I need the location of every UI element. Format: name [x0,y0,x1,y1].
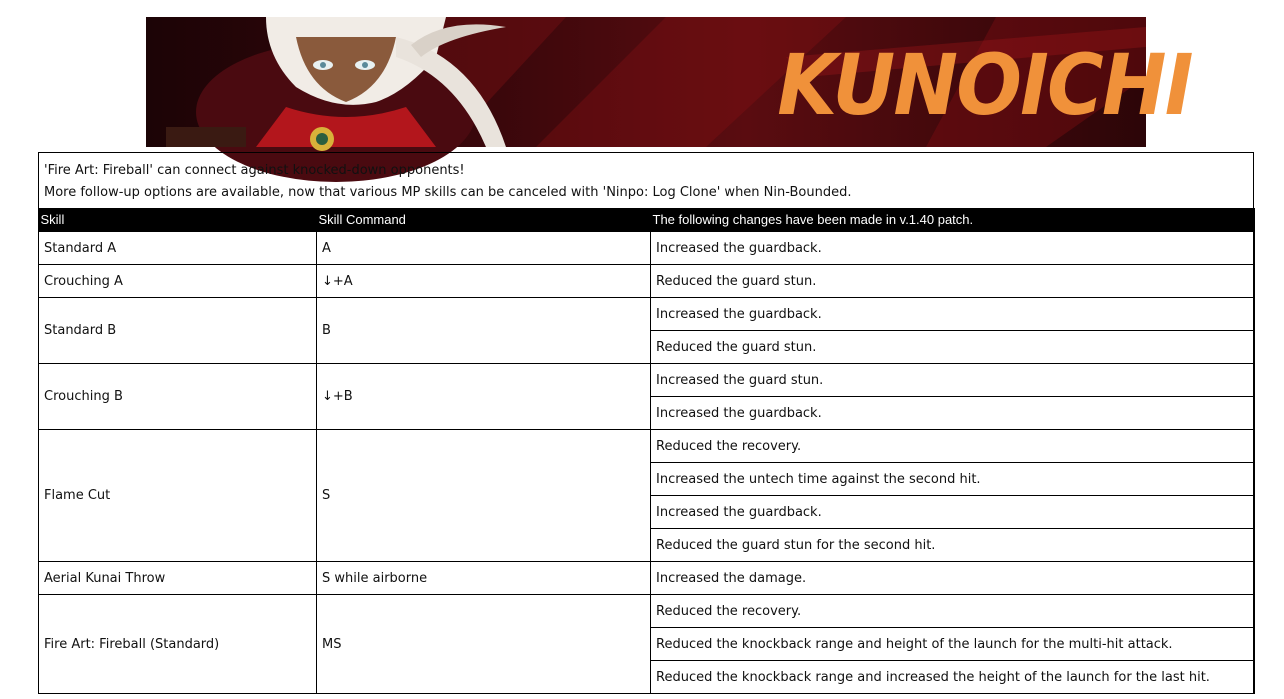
change-item: Reduced the knockback range and height of the launch for the multi-hit attack. [651,628,1255,661]
skill-command: ↓+B [317,364,651,430]
header-skill-command: Skill Command [317,208,651,232]
kunoichi-banner [146,17,1192,147]
skill-command: MS [317,595,651,694]
table-row [39,265,1255,298]
skill-name: Fire Art: Fireball (Standard) [39,595,317,694]
table-header-row [39,208,1255,232]
skill-name: Aerial Kunai Throw [39,562,317,595]
skill-name: Flame Cut [39,430,317,562]
change-item: Increased the guardback. [651,496,1255,529]
table-row [39,595,1255,628]
table-row [39,232,1255,265]
header-changes: The following changes have been made in v.1.40 patch. [651,208,1255,232]
change-item: Increased the damage. [651,562,1255,595]
skill-command: A [317,232,651,265]
banner-title: KUNOICHI [777,36,1192,134]
header-skill: Skill [39,208,317,232]
change-item: Reduced the knockback range and increased the height of the launch for the last hit. [651,661,1255,694]
patch-notes-box [38,152,1254,694]
table-row [39,562,1255,595]
change-item: Reduced the guard stun. [651,331,1255,364]
patch-summary [39,153,1253,208]
skill-command: S while airborne [317,562,651,595]
change-item: Increased the guard stun. [651,364,1255,397]
change-item: Increased the guardback. [651,397,1255,430]
change-item: Increased the untech time against the second hit. [651,463,1255,496]
change-item: Increased the guardback. [651,298,1255,331]
skill-name: Crouching B [39,364,317,430]
change-item: Reduced the guard stun for the second hit. [651,529,1255,562]
skill-name: Crouching A [39,265,317,298]
table-row [39,430,1255,463]
skill-changes-table [38,208,1255,694]
change-item: Reduced the guard stun. [651,265,1255,298]
skill-command: B [317,298,651,364]
skill-name: Standard B [39,298,317,364]
summary-line-2: More follow-up options are available, now that various MP skills can be canceled with 'Ninpo: Log Clone' when Nin-Bounded. [44,185,852,200]
change-item: Reduced the recovery. [651,595,1255,628]
change-item: Increased the guardback. [651,232,1255,265]
skill-name: Standard A [39,232,317,265]
table-row [39,364,1255,397]
change-item: Reduced the recovery. [651,430,1255,463]
skill-command: ↓+A [317,265,651,298]
summary-line-1: 'Fire Art: Fireball' can connect against knocked-down opponents! [44,163,465,178]
skill-command: S [317,430,651,562]
table-row [39,298,1255,331]
